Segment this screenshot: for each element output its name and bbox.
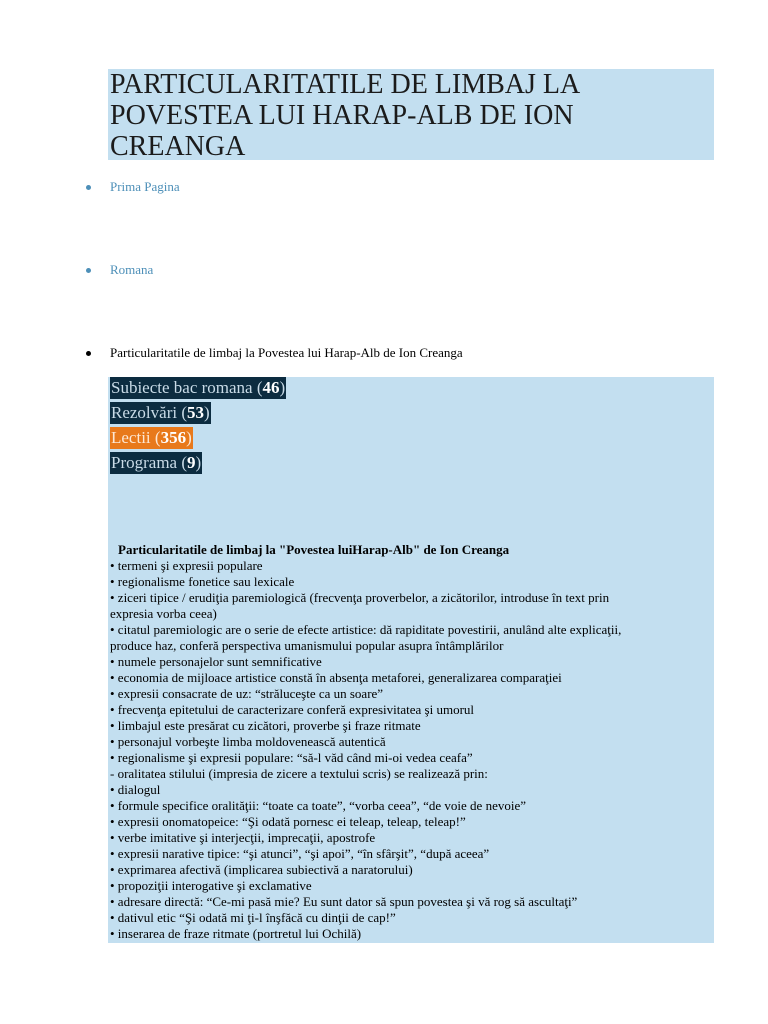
bullet-icon <box>86 185 91 190</box>
article-box <box>108 377 714 943</box>
category-count: 356 <box>160 428 187 447</box>
article-line: • frecvenţa epitetului de caracterizare conferă expresivitatea şi umorul <box>110 702 475 717</box>
page-title <box>108 69 714 162</box>
article-line: • dialogul <box>110 782 161 797</box>
article-line: • exprimarea afectivă (implicarea subiectivă a naratorului) <box>110 862 413 877</box>
article-line: • propoziţii interogative şi exclamative <box>110 878 312 893</box>
breadcrumb-item-section <box>0 261 768 281</box>
current-page-label: Particularitatile de limbaj la Povestea lui Harap-Alb de Ion Creanga <box>110 345 463 360</box>
breadcrumb-item-current <box>0 344 768 364</box>
article-line: • expresii onomatopeice: “Şi odată pornesc ei teleap, teleap, teleap!” <box>110 814 466 829</box>
article-line: • expresii consacrate de uz: “străluceşte ca un soare” <box>110 686 384 701</box>
page-title-line-2: POVESTEA LUI HARAP-ALB DE ION <box>110 100 574 131</box>
article-line: • personajul vorbeşte limba moldovenească autentică <box>110 734 386 749</box>
article-line: • numele personajelor sunt semnificative <box>110 654 322 669</box>
bullet-icon <box>86 351 91 356</box>
article-line: - oralitatea stilului (impresia de zicere a textului scris) se realizează prin: <box>110 766 488 781</box>
breadcrumb-item-home <box>0 178 768 198</box>
article-line: • dativul etic “Şi odată mi ţi-l înşfăcă cu dinţii de cap!” <box>110 910 396 925</box>
romana-link[interactable]: Romana <box>110 262 154 277</box>
article-line: • limbajul este presărat cu zicători, proverbe şi fraze ritmate <box>110 718 421 733</box>
page-title-line-3: CREANGA <box>110 131 246 162</box>
category-programa[interactable]: Programa (9) <box>111 453 202 472</box>
category-subiecte-bac[interactable]: Subiecte bac romana (46) <box>111 378 286 397</box>
article-line: produce haz, conferă perspectiva umanismului popular asupra întâmplărilor <box>110 638 504 653</box>
article-line: • adresare directă: “Ce-mi pasă mie? Eu sunt dator să spun povestea şi vă rog să ascultaţi” <box>110 894 578 909</box>
article-line: • termeni şi expresii populare <box>110 558 263 573</box>
category-count: 46 <box>262 378 280 397</box>
article-line: • regionalisme şi expresii populare: “să-l văd când mi-oi vedea ceafa” <box>110 750 473 765</box>
article-line: • inserarea de fraze ritmate (portretul lui Ochilă) <box>110 926 362 941</box>
category-rezolvari[interactable]: Rezolvări (53) <box>111 403 210 422</box>
article-title: Particularitatile de limbaj la "Povestea luiHarap-Alb" de Ion Creanga <box>118 542 510 557</box>
category-count: 9 <box>187 453 196 472</box>
article-line: • economia de mijloace artistice constă în absenţa metaforei, generalizarea comparaţiei <box>110 670 562 685</box>
bullet-icon <box>86 268 91 273</box>
category-lectii[interactable]: Lectii (356) <box>111 428 192 447</box>
article-line: • citatul paremiologic are o serie de efecte artistice: dă rapiditate povestirii, anulând alte explicaţii, <box>110 622 622 637</box>
article-line: • expresii narative tipice: “şi atunci”, “şi apoi”, “în sfârşit”, “după aceea” <box>110 846 490 861</box>
home-link[interactable]: Prima Pagina <box>110 179 180 194</box>
page-title-line-1: PARTICULARITATILE DE LIMBAJ LA <box>110 69 581 100</box>
article-line: • formule specifice oralităţii: “toate ca toate”, “vorba ceea”, “de voie de nevoie” <box>110 798 526 813</box>
article-line: • verbe imitative şi interjecţii, imprecaţii, apostrofe <box>110 830 376 845</box>
article-line: • regionalisme fonetice sau lexicale <box>110 574 295 589</box>
title-banner <box>108 69 714 160</box>
article-line: • ziceri tipice / erudiţia paremiologică (frecvenţa proverbelor, a zicătorilor, introduse în text prin <box>110 590 610 605</box>
article-body <box>110 558 710 942</box>
article-line: expresia vorba ceea) <box>110 606 217 621</box>
category-count: 53 <box>187 403 204 422</box>
